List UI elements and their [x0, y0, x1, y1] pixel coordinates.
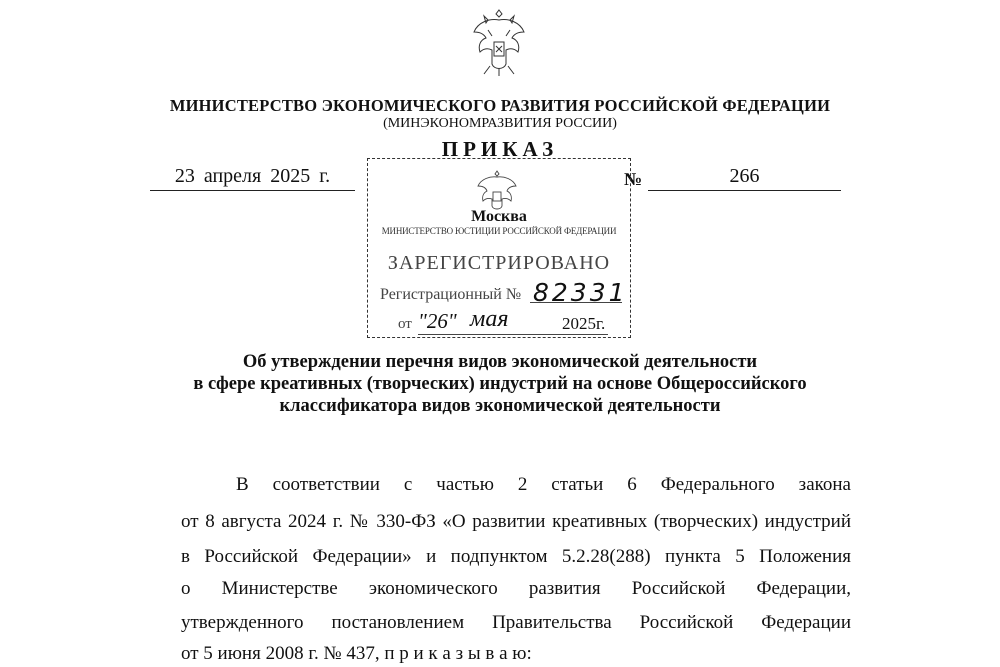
document-title-line-2: в сфере креативных (творческих) индустрий на основе Общероссийского: [193, 374, 807, 394]
stamp-city: Москва: [471, 208, 527, 225]
stamp-regno-value: 82331: [533, 278, 628, 307]
number-sign: №: [624, 169, 643, 189]
body-line-4: о Министерстве экономического развития Российской Федерации,: [181, 578, 851, 599]
order-number: 266: [729, 165, 760, 187]
body-line-5: утвержденного постановлением Правительства Российской Федерации: [181, 612, 851, 633]
number-underline: [648, 190, 841, 191]
order-title: ПРИКАЗ: [441, 137, 559, 161]
ministry-short-name: (МИНЭКОНОМРАЗВИТИЯ РОССИИ): [383, 116, 617, 131]
document-title-line-3: классификатора видов экономической деятельности: [279, 396, 721, 416]
stamp-emblem-icon: [475, 168, 519, 212]
stamp-status: ЗАРЕГИСТРИРОВАНО: [387, 252, 611, 274]
ministry-name: МИНИСТЕРСТВО ЭКОНОМИЧЕСКОГО РАЗВИТИЯ РОССИЙСКОЙ ФЕДЕРАЦИИ: [169, 96, 831, 115]
stamp-regno-underline: [530, 302, 622, 303]
stamp-month: мая: [470, 306, 509, 332]
stamp-date-underline: [418, 334, 608, 335]
stamp-ministry: МИНИСТЕРСТВО ЮСТИЦИИ РОССИЙСКОЙ ФЕДЕРАЦИИ: [381, 226, 617, 236]
coat-of-arms-icon: [470, 6, 528, 78]
stamp-day: "26": [418, 309, 457, 333]
body-line-3: в Российской Федерации» и подпунктом 5.2.28(288) пункта 5 Положения: [181, 546, 851, 567]
date-underline: [150, 190, 355, 191]
body-line-6: от 5 июня 2008 г. № 437, п р и к а з ы в а ю:: [181, 643, 532, 664]
document-title-line-1: Об утверждении перечня видов экономической деятельности: [242, 352, 758, 372]
body-line-1: В соответствии с частью 2 статьи 6 Федерального закона: [236, 474, 851, 495]
stamp-from-label: от: [398, 316, 412, 332]
order-date: 23 апреля 2025 г.: [174, 165, 331, 187]
body-line-2: от 8 августа 2024 г. № 330-ФЗ «О развитии креативных (творческих) индустрий: [181, 511, 851, 532]
stamp-regno-label: Регистрационный №: [380, 286, 522, 303]
stamp-year: 2025г.: [562, 314, 606, 333]
